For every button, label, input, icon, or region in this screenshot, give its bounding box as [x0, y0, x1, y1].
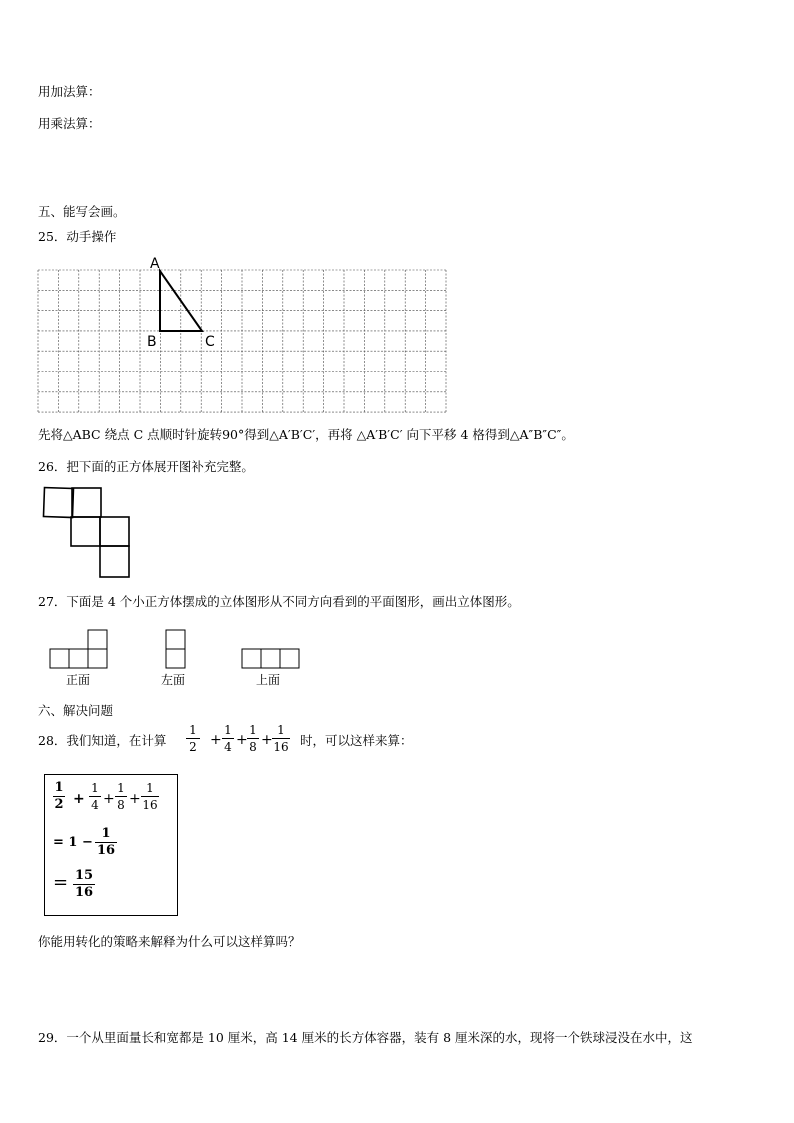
calc-plus: +	[103, 791, 115, 807]
question-28-explain: 你能用转化的策略来解释为什么可以这样算吗？	[38, 934, 301, 949]
plus-sign: +	[210, 732, 222, 748]
question-28-lead: 28．我们知道，在计算	[38, 733, 167, 748]
add-method-label: 用加法算：	[38, 84, 101, 99]
calc-plus: +	[73, 791, 85, 807]
question-25-instruction: 先将△ABC 绕点 C 点顺时针旋转90°得到△A′B′C′，再将 △A′B′C′ 向下平移 4 格得到△A″B″C″。	[38, 427, 574, 442]
top-view-label: 上面	[256, 673, 281, 687]
left-view-label: 左面	[161, 673, 186, 687]
calc-fraction-quarter: 1 4	[89, 781, 101, 812]
fraction-quarter: 1 4	[222, 723, 234, 754]
front-view	[48, 628, 112, 672]
top-view	[240, 628, 304, 672]
question-26-title: 26．把下面的正方体展开图补充完整。	[38, 459, 254, 474]
triangle-label-c: C	[205, 334, 215, 350]
calc-fraction-eighth: 1 8	[115, 781, 127, 812]
calc-result-equals: =	[53, 872, 69, 893]
calc-step-sixteenth: 1 16	[96, 826, 116, 858]
triangle-label-b: B	[147, 334, 157, 350]
cube-net	[40, 485, 140, 585]
question-28-tail: 时，可以这样来算：	[300, 733, 413, 748]
calc-plus: +	[129, 791, 141, 807]
triangle-abc	[160, 271, 202, 331]
fraction-half: 1 2	[186, 723, 200, 754]
front-view-label: 正面	[66, 673, 91, 687]
question-25-title: 25．动手操作	[38, 229, 117, 244]
calc-fraction-half: 1 2	[54, 780, 64, 812]
plus-sign: +	[236, 732, 248, 748]
grid-with-triangle	[38, 270, 448, 415]
calculation-box	[44, 774, 178, 916]
section-six-heading: 六、解决问题	[38, 703, 114, 718]
question-29-text: 29．一个从里面量长和宽都是 10 厘米，高 14 厘米的长方体容器，装有 8 厘米深的水，现将一个铁球浸没在水中，这	[38, 1030, 693, 1045]
calc-result-fraction: 15 16	[74, 868, 94, 900]
calc-step-one-minus: = 1 −	[53, 835, 93, 850]
section-five-heading: 五、能写会画。	[38, 204, 126, 219]
multiply-method-label: 用乘法算：	[38, 116, 101, 131]
plus-sign: +	[261, 732, 273, 748]
fraction-sixteenth: 1 16	[273, 723, 289, 754]
triangle-label-a: A	[150, 256, 160, 272]
left-view	[164, 628, 188, 672]
question-27-title: 27．下面是 4 个小正方体摆成的立体图形从不同方向看到的平面图形，画出立体图形。	[38, 594, 520, 609]
fraction-eighth: 1 8	[247, 723, 259, 754]
calc-fraction-sixteenth: 1 16	[142, 781, 158, 812]
